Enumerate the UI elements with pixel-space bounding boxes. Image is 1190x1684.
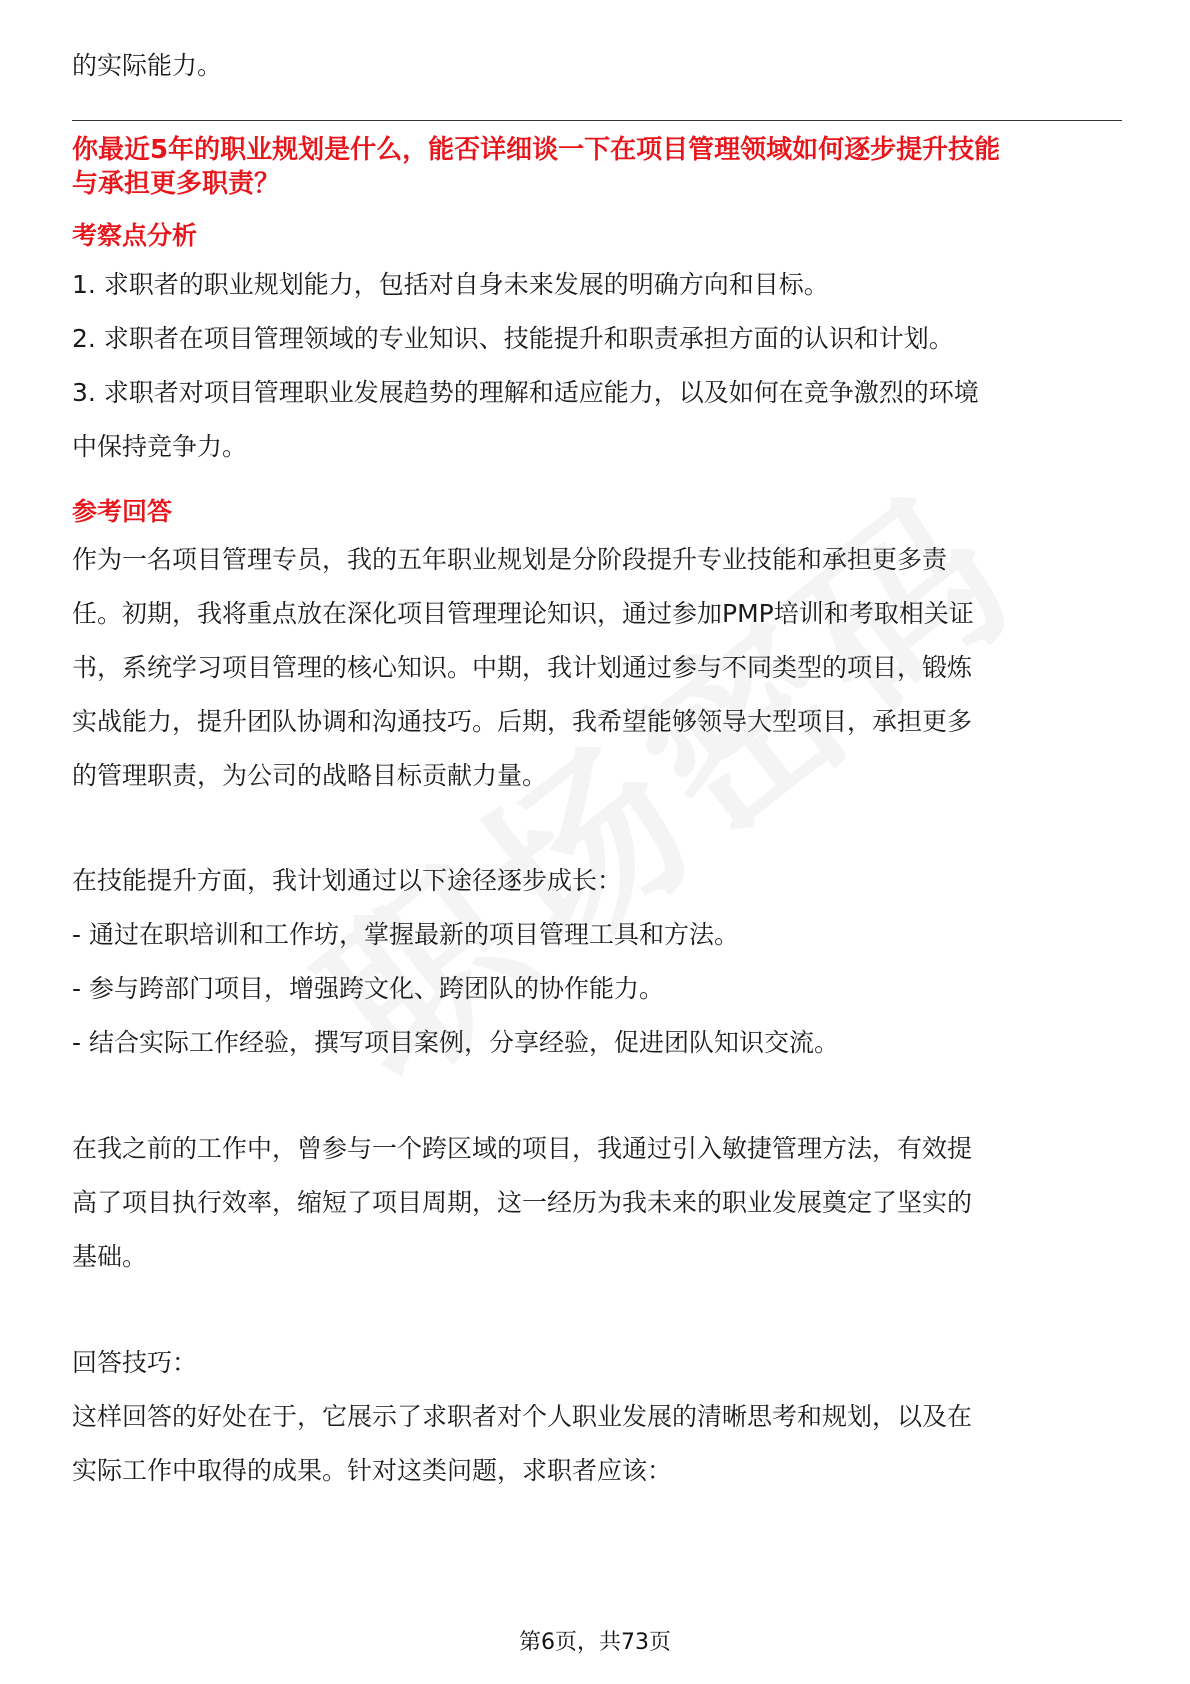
- analysis-item: 3. 求职者对项目管理职业发展趋势的理解和适应能力，以及如何在竞争激烈的环境: [72, 378, 979, 407]
- page-number-footer: 第6页，共73页: [519, 1630, 671, 1655]
- tips-heading: 回答技巧：: [72, 1348, 198, 1377]
- document-page: [72, 0, 1122, 1684]
- answer-bullet: - 参与跨部门项目，增强跨文化、跨团队的协作能力。: [72, 974, 664, 1003]
- question-line-1: 你最近5年的职业规划是什么，能否详细谈一下在项目管理领域如何逐步提升技能: [72, 135, 1001, 165]
- section-divider: [72, 120, 1122, 121]
- tips-line: 这样回答的好处在于，它展示了求职者对个人职业发展的清晰思考和规划，以及在: [72, 1402, 973, 1431]
- answer-para3-line: 基础。: [72, 1242, 148, 1271]
- answer-heading: 参考回答: [72, 497, 173, 526]
- answer-para2-intro: 在技能提升方面，我计划通过以下途径逐步成长：: [72, 866, 623, 895]
- answer-bullet: - 结合实际工作经验，撰写项目案例，分享经验，促进团队知识交流。: [72, 1028, 839, 1057]
- answer-para1-line: 的管理职责，为公司的战略目标贡献力量。: [72, 761, 548, 790]
- analysis-heading: 考察点分析: [72, 221, 198, 250]
- answer-para3-line: 高了项目执行效率，缩短了项目周期，这一经历为我未来的职业发展奠定了坚实的: [72, 1188, 973, 1217]
- analysis-item: 中保持竞争力。: [72, 432, 248, 461]
- answer-para1-line: 任。初期，我将重点放在深化项目管理理论知识，通过参加PMP培训和考取相关证: [72, 599, 974, 628]
- analysis-item: 1. 求职者的职业规划能力，包括对自身未来发展的明确方向和目标。: [72, 270, 829, 299]
- intro-tail-text: 的实际能力。: [72, 51, 223, 80]
- answer-para1-line: 实战能力，提升团队协调和沟通技巧。后期，我希望能够领导大型项目，承担更多: [72, 707, 973, 736]
- tips-line: 实际工作中取得的成果。针对这类问题，求职者应该：: [72, 1456, 673, 1485]
- answer-bullet: - 通过在职培训和工作坊，掌握最新的项目管理工具和方法。: [72, 920, 739, 949]
- question-line-2: 与承担更多职责？: [72, 169, 281, 199]
- answer-para3-line: 在我之前的工作中，曾参与一个跨区域的项目，我通过引入敏捷管理方法，有效提: [72, 1134, 973, 1163]
- answer-para1-line: 书，系统学习项目管理的核心知识。中期，我计划通过参与不同类型的项目，锻炼: [72, 653, 973, 682]
- analysis-item: 2. 求职者在项目管理领域的专业知识、技能提升和职责承担方面的认识和计划。: [72, 324, 954, 353]
- answer-para1-line: 作为一名项目管理专员，我的五年职业规划是分阶段提升专业技能和承担更多责: [72, 545, 948, 574]
